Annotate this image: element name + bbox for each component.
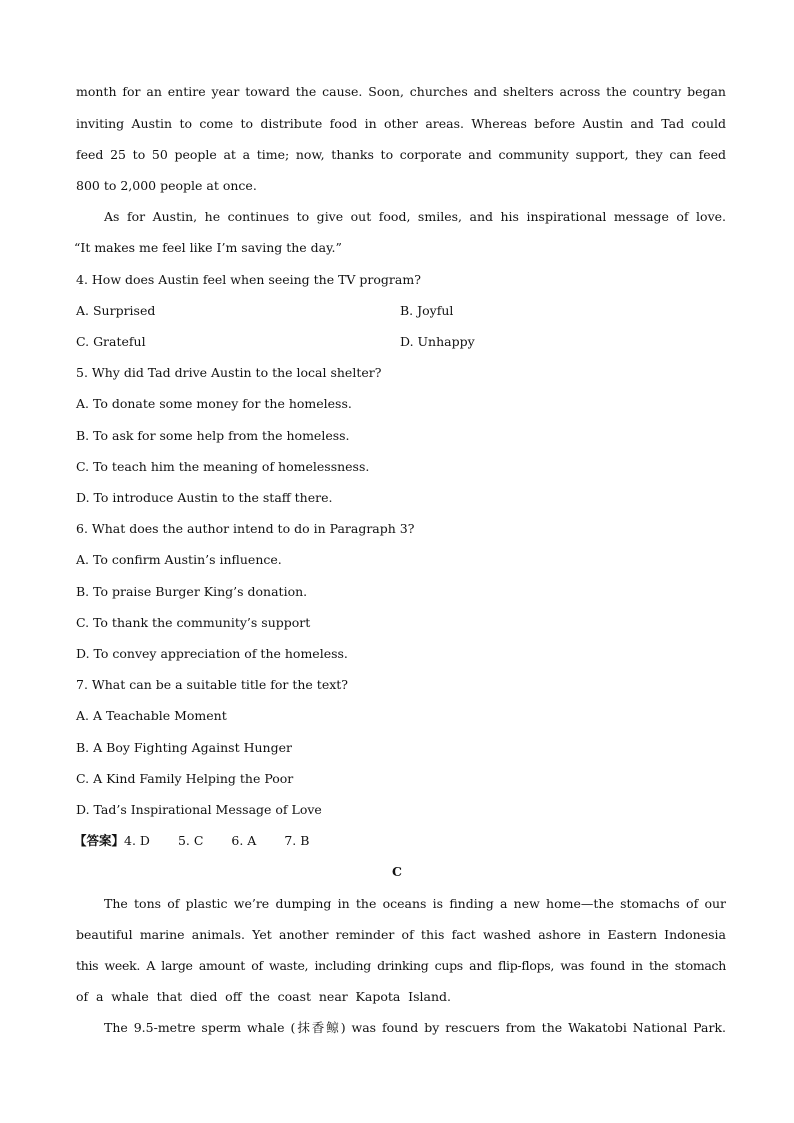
question-7-option-a: A. A Teachable Moment xyxy=(76,708,227,723)
question-5-option-d: D. To introduce Austin to the staff there. xyxy=(76,490,333,505)
question-7-option-d: D. Tad’s Inspirational Message of Love xyxy=(76,802,322,817)
answer-item: 5. C xyxy=(177,833,204,848)
passage-c-line-2: beautiful marine animals. Yet another reminder of this fact washed ashore in Eastern Indonesia xyxy=(76,927,726,942)
answer-item: 7. B xyxy=(284,833,310,848)
passage-c-para2-line-1: The 9.5-metre sperm whale (抹香鲸) was found by rescuers from the Wakatobi National Park. xyxy=(104,1020,726,1035)
answer-item: 6. A xyxy=(231,833,257,848)
question-4-stem: 4. How does Austin feel when seeing the TV program? xyxy=(76,272,421,287)
answer-label: 【答案】 xyxy=(74,833,125,848)
passage-c-line-3: this week. A large amount of waste, including drinking cups and flip-flops, was found in the stomach xyxy=(76,958,726,973)
passage-b-line-2: inviting Austin to come to distribute food in other areas. Whereas before Austin and Tad could xyxy=(76,116,726,131)
question-5-option-c: C. To teach him the meaning of homelessness. xyxy=(76,459,370,474)
passage-b-final-quote: “It makes me feel like I’m saving the day.” xyxy=(74,240,342,255)
question-7-stem: 7. What can be a suitable title for the text? xyxy=(76,677,348,692)
passage-b-final-paragraph: As for Austin, he continues to give out food, smiles, and his inspirational message of love. xyxy=(104,209,726,224)
passage-c-line-1: The tons of plastic we’re dumping in the oceans is finding a new home—the stomachs of our xyxy=(104,896,726,911)
passage-c-heading: C xyxy=(392,864,402,879)
question-6-option-b: B. To praise Burger King’s donation. xyxy=(76,584,308,599)
question-4-option-b: B. Joyful xyxy=(400,303,454,318)
question-5-stem: 5. Why did Tad drive Austin to the local shelter? xyxy=(76,365,382,380)
question-7-option-c: C. A Kind Family Helping the Poor xyxy=(76,771,294,786)
question-6-option-d: D. To convey appreciation of the homeless. xyxy=(76,646,348,661)
question-5-option-a: A. To donate some money for the homeless. xyxy=(76,396,352,411)
question-6-option-a: A. To confirm Austin’s influence. xyxy=(76,552,282,567)
question-4-option-d: D. Unhappy xyxy=(400,334,475,349)
question-7-option-b: B. A Boy Fighting Against Hunger xyxy=(76,740,292,755)
question-4-option-c: C. Grateful xyxy=(76,334,146,349)
passage-c-line-4: of a whale that died off the coast near Kapota Island. xyxy=(76,989,451,1004)
question-6-stem: 6. What does the author intend to do in Paragraph 3? xyxy=(76,521,415,536)
passage-b-line-4: 800 to 2,000 people at once. xyxy=(76,178,257,193)
answer-item: 4. D xyxy=(124,833,150,848)
passage-b-line-3: feed 25 to 50 people at a time; now, thanks to corporate and community support, they can feed xyxy=(76,147,726,162)
question-4-option-a: A. Surprised xyxy=(76,303,156,318)
question-5-option-b: B. To ask for some help from the homeless. xyxy=(76,428,350,443)
passage-b-line-1: month for an entire year toward the cause. Soon, churches and shelters across the country began xyxy=(76,84,726,99)
answer-key xyxy=(74,832,724,850)
question-6-option-c: C. To thank the community’s support xyxy=(76,615,311,630)
